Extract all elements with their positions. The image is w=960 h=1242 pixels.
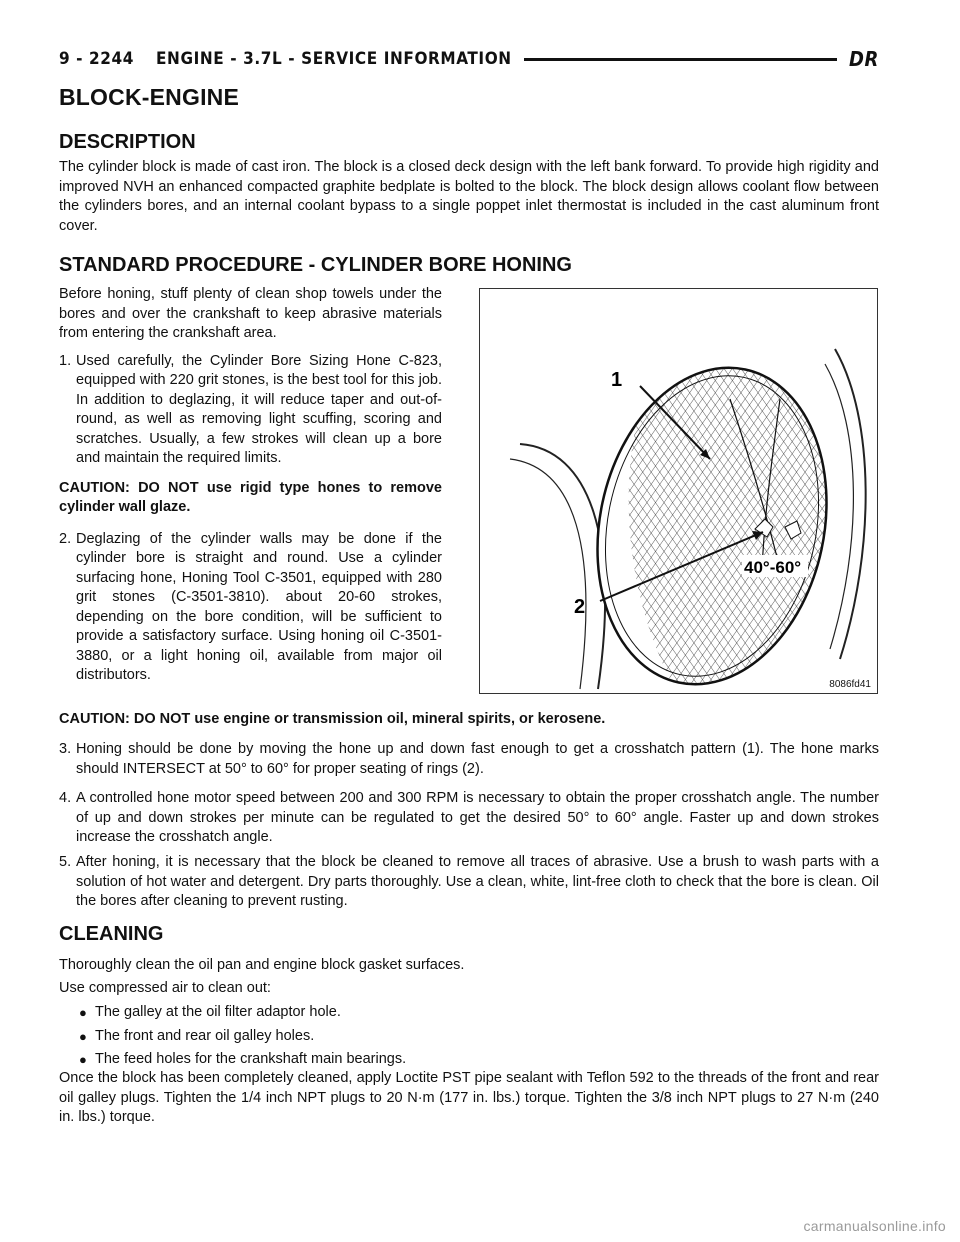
step-text: Honing should be done by moving the hone up and down fast enough to get a crosshatch pattern (1). The hone marks should INTERSECT at 50° to 60° for proper seating of rings (2).: [76, 741, 879, 777]
crosshatch-pattern: [480, 289, 877, 693]
step-number: 1.: [59, 352, 72, 369]
cleaning-closing: Once the block has been completely cleaned, apply Loctite PST pipe sealant with Teflon 592 to the threads of the front and rear oil galley plugs. Tighten the 1/4 inch NPT plugs to 20 N·m (177 in. lbs.) torque. Tighten the 3/8 inch NPT plugs to 27 N·m (240 in. lbs.) torque.: [59, 1070, 879, 1125]
procedure-step-4: [59, 789, 879, 848]
cleaning-list: [59, 1003, 879, 1074]
cleaning-lead: Use compressed air to clean out:: [59, 980, 271, 996]
description-text: The cylinder block is made of cast iron. The block is a closed deck design with the left bank forward. To provide high rigidity and improved NVH an enhanced compacted graphite bedplate is bolted to the block. The block design allows coolant flow between the cylinders bores, and an internal coolant bypass to a single poppet inlet thermostat is included in the cast aluminum front cover.: [59, 159, 879, 234]
step-number: 2.: [59, 530, 72, 547]
procedure-column: [59, 285, 442, 686]
callout-1-label: 1: [611, 369, 623, 391]
list-item: ● The feed holes for the crankshaft main bearings.: [59, 1050, 879, 1070]
page-number: 9 - 2244: [59, 49, 134, 69]
cleaning-intro: Thoroughly clean the oil pan and engine block gasket surfaces.: [59, 957, 465, 973]
header-rule: [524, 58, 837, 61]
callout-2-label: 2: [574, 596, 586, 618]
left-bore-edge-inner: [510, 459, 586, 689]
step-text: After honing, it is necessary that the block be cleaned to remove all traces of abrasive. Use a brush to wash parts with a solution of hot water and detergent. Dry parts thoroughly. Use a clean, white, lint-free cloth to check that the bore is clean. Oil the bores after cleaning to prevent rusting.: [76, 854, 879, 909]
cleaning-heading: CLEANING: [59, 923, 164, 945]
procedure-step-3: [59, 740, 879, 779]
list-item: ● The front and rear oil galley holes.: [59, 1027, 879, 1047]
page-header: [59, 44, 879, 74]
model-code: DR: [849, 47, 879, 71]
figure-code: 8086fd41: [829, 679, 871, 690]
step-number: 4.: [59, 790, 72, 806]
step-number: 3.: [59, 741, 72, 757]
caution-rigid-hones: CAUTION: DO NOT use rigid type hones to remove cylinder wall glaze.: [59, 479, 442, 515]
standard-procedure-heading: STANDARD PROCEDURE - CYLINDER BORE HONING: [59, 254, 572, 276]
cylinder-bore-illustration: [480, 289, 877, 693]
procedure-intro: Before honing, stuff plenty of clean shop towels under the bores and over the crankshaft to keep abrasive materials from entering the crankshaft area.: [59, 286, 442, 341]
right-bore-edge-inner: [825, 364, 853, 649]
step-text: Deglazing of the cylinder walls may be done if the cylinder bore is straight and round. Use a cylinder surfacing hone, Honing Tool C-3501, equipped with 280 grit stones (C-3501-3810). about 20-60 strokes, depending on the bore condition, will be sufficient to provide a satisfactory surface. Using honing oil C-3501-3880, or a light honing oil, available from major oil distributors.: [76, 530, 442, 683]
step-text: A controlled hone motor speed between 200 and 300 RPM is necessary to obtain the proper crosshatch angle. The number of up and down strokes per minute can be regulated to get the desired 50° to 60° angle. Faster up and down strokes increase the crosshatch angle.: [76, 790, 879, 845]
procedure-step-5: [59, 853, 879, 912]
step-number: 5.: [59, 854, 72, 870]
angle-label: 40°-60°: [744, 558, 802, 577]
crosshatch-figure: [479, 288, 878, 694]
caution-engine-oil: CAUTION: DO NOT use engine or transmission oil, mineral spirits, or kerosene.: [59, 711, 606, 727]
step-text: Used carefully, the Cylinder Bore Sizing Hone C-823, equipped with 220 grit stones, is the best tool for this job. In addition to deglazing, it will reduce taper and out-of-round, as well as removing light scuffing, scoring and scratches. Usually, a few strokes will clean up a bore and maintain the required limits.: [76, 352, 442, 466]
description-heading: DESCRIPTION: [59, 131, 196, 153]
bullet-icon: ●: [79, 1028, 87, 1044]
section-title: ENGINE - 3.7L - SERVICE INFORMATION: [156, 49, 512, 69]
page-title: BLOCK-ENGINE: [59, 84, 240, 110]
bullet-icon: ●: [79, 1005, 87, 1020]
left-bore-edge: [520, 444, 605, 689]
bullet-icon: ●: [79, 1052, 87, 1067]
list-item: ● The galley at the oil filter adaptor hole.: [59, 1003, 879, 1023]
procedure-step-2: [59, 530, 442, 686]
procedure-step-1: [59, 352, 442, 469]
watermark: carmanualsonline.info: [803, 1218, 946, 1234]
